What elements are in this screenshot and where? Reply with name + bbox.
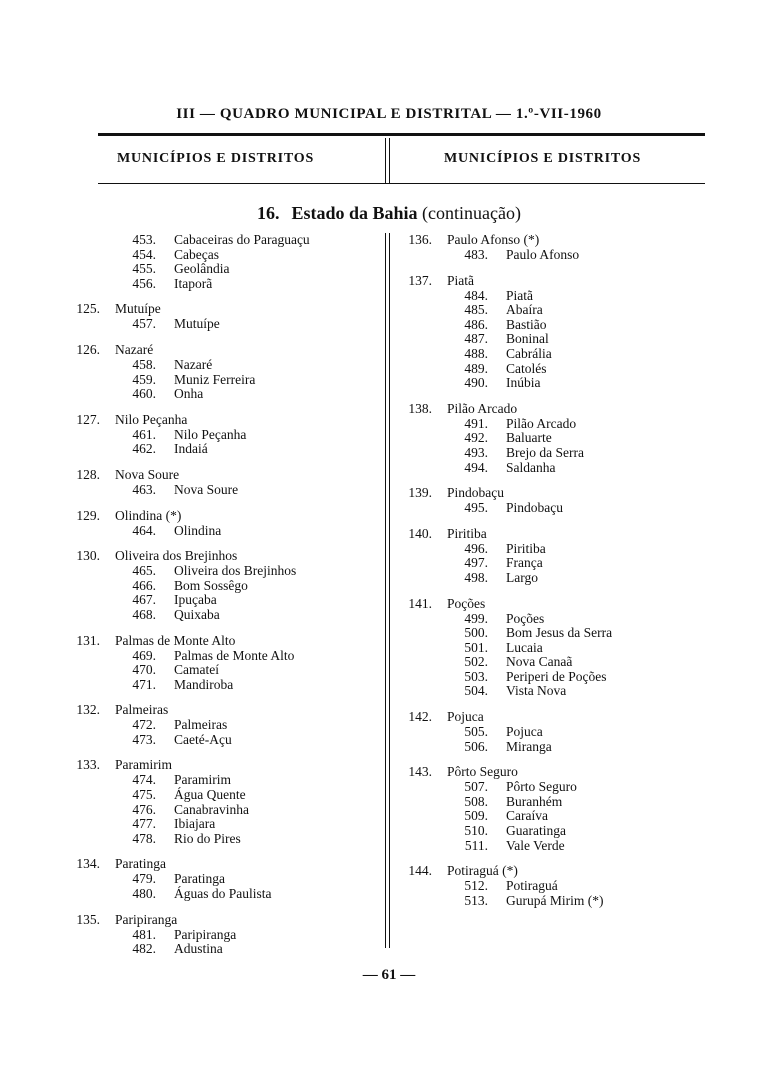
municipio-number: 137. [408,272,432,288]
distrito-name: Lucaia [506,639,543,655]
distrito-number: 509. [464,808,488,824]
municipio-row [60,413,380,428]
distrito-name: Indaiá [174,441,208,457]
municipio-block [392,710,722,754]
municipio-row [392,765,722,780]
distrito-row [60,608,380,623]
distrito-name: Nilo Peçanha [174,426,247,442]
municipio-name: Paripiranga [115,911,178,927]
distrito-row [60,593,380,608]
municipio-row [60,509,380,524]
municipio-number: 130. [76,548,100,564]
municipio-row [60,343,380,358]
distrito-number: 469. [132,647,156,663]
municipio-block [392,864,722,908]
distrito-name: Miranga [506,738,552,754]
distrito-row [60,733,380,748]
distrito-row [392,556,722,571]
distrito-row [392,376,722,391]
distrito-row [60,387,380,402]
distrito-name: Águas do Paulista [174,886,272,902]
distrito-row [392,332,722,347]
municipio-name: Pindobaçu [447,485,504,501]
distrito-name: Pôrto Seguro [506,779,577,795]
distrito-number: 481. [132,926,156,942]
distrito-number: 454. [132,246,156,262]
column-heading-left: MUNICÍPIOS E DISTRITOS [117,151,315,166]
distrito-number: 453. [132,232,156,247]
distrito-row [60,248,380,263]
distrito-number: 511. [464,837,488,853]
header-rule [98,133,705,136]
municipio-row [60,913,380,928]
municipio-name: Paramirim [115,757,172,773]
distrito-row [60,277,380,292]
column-heading-right: MUNICÍPIOS E DISTRITOS [444,151,642,166]
distrito-name: Nova Soure [174,481,239,497]
municipio-name: Potiraguá (*) [447,863,518,879]
municipio-number: 132. [76,702,100,718]
distrito-name: Buranhém [506,793,563,809]
municipio-block [392,597,722,700]
municipio-row [392,402,722,417]
municipio-row [392,233,722,248]
distrito-number: 462. [132,441,156,457]
municipio-name: Pojuca [447,709,484,725]
distrito-row [60,428,380,443]
municipio-block [392,486,722,516]
distrito-name: Largo [506,569,538,585]
distrito-name: Nazaré [174,356,213,372]
distrito-row [60,942,380,957]
distrito-name: Vale Verde [506,837,565,853]
municipio-name: Palmeiras [115,702,169,718]
distrito-row [60,773,380,788]
distrito-number: 456. [132,275,156,291]
distrito-number: 504. [464,683,488,699]
distrito-row [60,832,380,847]
distrito-name: Palmeiras [174,717,228,733]
municipio-block [392,765,722,853]
municipio-number: 134. [76,856,100,872]
column-heading-rule [98,183,705,184]
municipio-block [392,233,722,263]
distrito-number: 464. [132,522,156,538]
municipio-number: 129. [76,507,100,523]
municipio-number: 143. [408,764,432,780]
distrito-name: Paulo Afonso [506,247,580,262]
distrito-row [392,894,722,909]
municipio-block [60,857,380,901]
distrito-row [60,317,380,332]
distrito-number: 500. [464,625,488,641]
municipio-name: Oliveira dos Brejinhos [115,548,238,564]
municipio-row [60,758,380,773]
municipio-number: 144. [408,863,432,879]
distrito-name: Vista Nova [506,683,567,699]
distrito-row [60,788,380,803]
municipio-number: 142. [408,709,432,725]
municipio-number: 131. [76,632,100,648]
distrito-name: França [506,555,543,571]
distrito-row [60,872,380,887]
distrito-name: Baluarte [506,430,552,446]
header-divider-2 [389,138,390,183]
distrito-number: 463. [132,481,156,497]
municipio-row [392,274,722,289]
distrito-row [392,612,722,627]
municipio-row [60,468,380,483]
distrito-number: 495. [464,500,488,516]
distrito-name: Olindina [174,522,222,538]
municipio-block [392,274,722,391]
section-state: Estado da Bahia [291,203,418,223]
distrito-row [60,524,380,539]
distrito-name: Guaratinga [506,823,566,839]
municipio-row [392,864,722,879]
municipio-row [60,857,380,872]
municipio-row [392,527,722,542]
distrito-row [60,233,380,248]
distrito-number: 482. [132,941,156,957]
distrito-name: Caraíva [506,808,548,824]
distrito-name: Gurupá Mirim (*) [506,892,604,908]
municipio-row [60,549,380,564]
distrito-number: 510. [464,823,488,839]
distrito-number: 494. [464,459,488,475]
distrito-name: Quixaba [174,606,220,622]
municipio-block [60,302,380,332]
municipio-name: Paratinga [115,856,166,872]
distrito-number: 478. [132,830,156,846]
municipio-row [392,486,722,501]
municipio-name: Mutuípe [115,301,161,317]
distrito-name: Paramirim [174,772,231,788]
municipio-number: 126. [76,341,100,357]
distrito-name: Brejo da Serra [506,444,584,460]
distrito-row [60,442,380,457]
municipio-row [392,597,722,612]
municipio-name: Nazaré [115,341,154,357]
distrito-number: 465. [132,563,156,579]
distrito-number: 476. [132,801,156,817]
distrito-name: Cabeças [174,246,219,262]
distrito-row [392,670,722,685]
distrito-number: 490. [464,375,488,391]
distrito-row [392,725,722,740]
distrito-row [392,362,722,377]
municipio-row [392,710,722,725]
municipio-number: 136. [408,232,432,247]
distrito-row [392,824,722,839]
distrito-name: Potiraguá [506,878,558,894]
distrito-row [60,817,380,832]
distrito-name: Camateí [174,662,219,678]
distrito-number: 466. [132,577,156,593]
municipio-block [60,468,380,498]
distrito-number: 513. [464,892,488,908]
distrito-number: 486. [464,316,488,332]
distrito-name: Piritiba [506,540,546,556]
municipio-name: Poções [447,595,486,611]
distrito-number: 499. [464,610,488,626]
distrito-row [392,446,722,461]
distrito-row [392,795,722,810]
municipio-block [60,509,380,539]
municipio-name: Pôrto Seguro [447,764,518,780]
distrito-name: Pindobaçu [506,500,563,516]
municipio-block [392,527,722,586]
section-note: (continuação) [422,203,521,223]
distrito-number: 492. [464,430,488,446]
distrito-name: Onha [174,386,204,402]
distrito-row [60,564,380,579]
distrito-name: Cabaceiras do Paraguaçu [174,232,310,247]
distrito-name: Palmas de Monte Alto [174,647,295,663]
municipio-row [60,634,380,649]
municipio-number: 135. [76,911,100,927]
distrito-row [60,373,380,388]
distrito-number: 487. [464,331,488,347]
distrito-name: Paratinga [174,871,225,887]
municipio-block [60,413,380,457]
distrito-row [60,262,380,277]
distrito-name: Mutuípe [174,316,220,332]
municipio-number: 138. [408,400,432,416]
distrito-number: 455. [132,261,156,277]
municipio-block [60,703,380,747]
distrito-row [392,571,722,586]
distrito-row [60,887,380,902]
distrito-number: 467. [132,592,156,608]
municipio-block [392,402,722,475]
distrito-number: 461. [132,426,156,442]
distrito-name: Pojuca [506,724,543,740]
municipio-block [60,758,380,846]
distrito-row [392,347,722,362]
distrito-row [392,501,722,516]
distrito-row [392,417,722,432]
distrito-number: 501. [464,639,488,655]
distrito-number: 484. [464,287,488,303]
distrito-number: 468. [132,606,156,622]
municipio-block [60,913,380,957]
distrito-number: 473. [132,731,156,747]
municipio-number: 139. [408,485,432,501]
distrito-name: Piatã [506,287,533,303]
distrito-name: Mandiroba [174,676,234,692]
distrito-name: Paripiranga [174,926,237,942]
municipio-number: 128. [76,466,100,482]
left-column [60,233,380,957]
distrito-name: Rio do Pires [174,830,241,846]
header-divider [385,138,386,183]
distrito-number: 458. [132,356,156,372]
distrito-name: Catolés [506,360,547,376]
distrito-number: 508. [464,793,488,809]
distrito-name: Caeté-Açu [174,731,232,747]
distrito-number: 489. [464,360,488,376]
distrito-row [60,649,380,664]
page-header: III — QUADRO MUNICIPAL E DISTRITAL — 1.º-VII-1960 [176,106,602,122]
distrito-row [392,318,722,333]
distrito-name: Cabrália [506,345,552,361]
distrito-number: 497. [464,555,488,571]
distrito-number: 457. [132,316,156,332]
distrito-number: 506. [464,738,488,754]
distrito-number: 503. [464,668,488,684]
municipio-name: Palmas de Monte Alto [115,632,236,648]
distrito-row [392,431,722,446]
distrito-number: 483. [464,247,488,262]
municipio-number: 125. [76,301,100,317]
continued-distritos [60,233,380,291]
distrito-name: Adustina [174,941,223,957]
distrito-name: Muniz Ferreira [174,371,256,387]
distrito-name: Poções [506,610,545,626]
section-number: 16. [257,203,280,223]
municipio-number: 141. [408,595,432,611]
distrito-row [392,542,722,557]
distrito-name: Boninal [506,331,549,347]
distrito-name: Bastião [506,316,547,332]
distrito-row [60,663,380,678]
distrito-row [60,358,380,373]
distrito-row [392,740,722,755]
distrito-number: 459. [132,371,156,387]
municipio-number: 140. [408,525,432,541]
municipio-name: Nilo Peçanha [115,411,188,427]
distrito-row [60,928,380,943]
column-divider [385,233,386,948]
distrito-number: 470. [132,662,156,678]
distrito-number: 512. [464,878,488,894]
municipio-name: Piatã [447,272,474,288]
municipio-block [60,634,380,693]
distrito-row [392,809,722,824]
distrito-row [392,289,722,304]
municipio-number: 127. [76,411,100,427]
distrito-row [60,579,380,594]
distrito-name: Nova Canaã [506,654,573,670]
page-number: — 61 — [362,967,416,983]
distrito-number: 460. [132,386,156,402]
column-divider-2 [389,233,390,948]
distrito-number: 491. [464,415,488,431]
distrito-number: 474. [132,772,156,788]
municipio-name: Piritiba [447,525,487,541]
distrito-name: Ibiajara [174,816,216,832]
distrito-name: Abaíra [506,302,543,318]
distrito-name: Geolândia [174,261,230,277]
distrito-number: 498. [464,569,488,585]
distrito-row [392,684,722,699]
distrito-row [60,718,380,733]
distrito-row [392,879,722,894]
distrito-number: 502. [464,654,488,670]
distrito-number: 475. [132,787,156,803]
distrito-name: Oliveira dos Brejinhos [174,563,297,579]
distrito-name: Pilão Arcado [506,415,577,431]
distrito-number: 488. [464,345,488,361]
distrito-name: Itaporã [174,275,213,291]
distrito-number: 485. [464,302,488,318]
municipio-name: Pilão Arcado [447,400,518,416]
distrito-name: Saldanha [506,459,556,475]
municipio-row [60,703,380,718]
distrito-number: 507. [464,779,488,795]
distrito-number: 496. [464,540,488,556]
distrito-name: Ipuçaba [174,592,217,608]
distrito-number: 480. [132,886,156,902]
distrito-number: 471. [132,676,156,692]
distrito-number: 479. [132,871,156,887]
distrito-row [392,461,722,476]
municipio-row [60,302,380,317]
municipio-block [60,549,380,622]
distrito-row [60,803,380,818]
section-title [0,203,778,224]
distrito-number: 472. [132,717,156,733]
municipio-block [60,343,380,402]
distrito-row [392,655,722,670]
distrito-name: Inúbia [506,375,541,391]
distrito-row [392,303,722,318]
distrito-name: Periperi de Poções [506,668,607,684]
distrito-name: Bom Jesus da Serra [506,625,613,641]
right-column [392,233,722,908]
distrito-row [392,839,722,854]
distrito-row [60,678,380,693]
municipio-name: Olindina (*) [115,507,182,523]
distrito-row [60,483,380,498]
distrito-name: Canabravinha [174,801,249,817]
distrito-name: Bom Sossêgo [174,577,248,593]
distrito-name: Água Quente [174,787,246,803]
municipio-name: Nova Soure [115,466,180,482]
municipio-name: Paulo Afonso (*) [447,232,540,247]
distrito-row [392,626,722,641]
distrito-number: 505. [464,724,488,740]
municipio-number: 133. [76,757,100,773]
distrito-row [392,641,722,656]
distrito-number: 477. [132,816,156,832]
distrito-number: 493. [464,444,488,460]
distrito-row [392,780,722,795]
distrito-row [392,248,722,263]
